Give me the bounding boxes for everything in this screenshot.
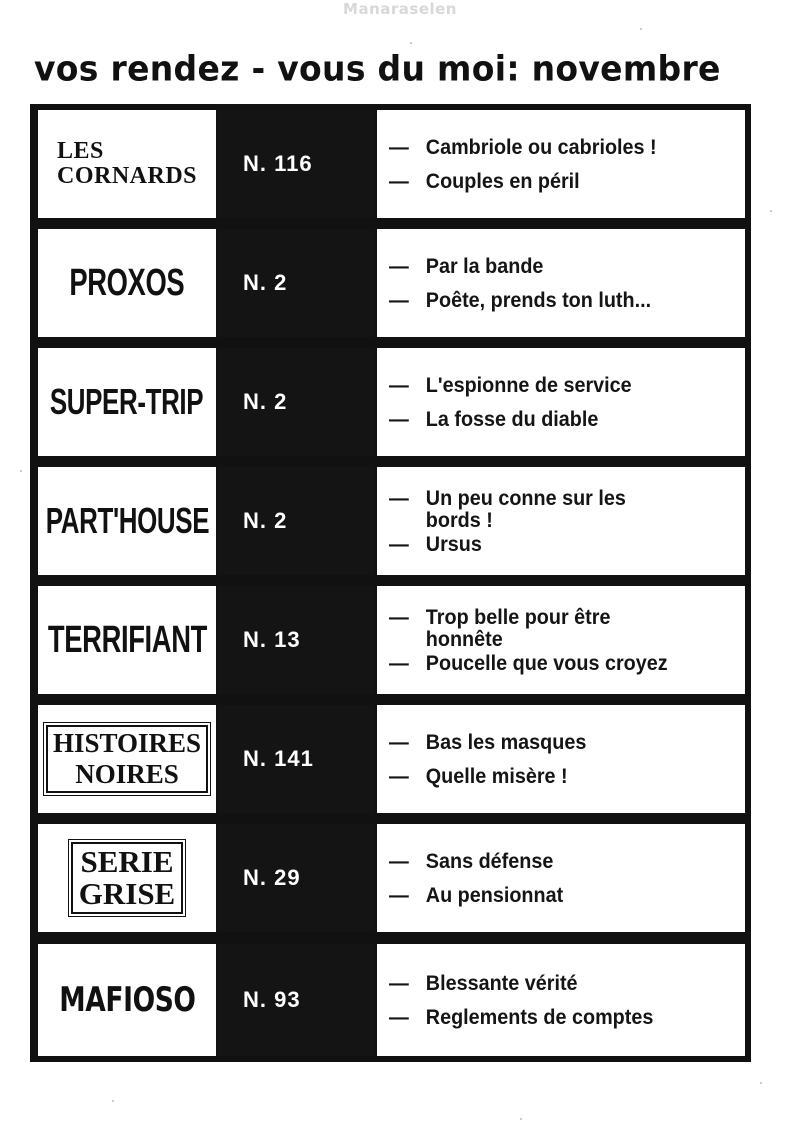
release-table — [30, 104, 751, 1062]
list-item: — Poucelle que vous croyez — [389, 651, 668, 675]
issue-number: N. 141 — [217, 705, 375, 813]
table-row — [30, 586, 751, 694]
series-logo-les-cornards: LES CORNARDS — [56, 138, 197, 189]
issue-number: N. 2 — [217, 348, 375, 456]
scan-speck — [112, 1100, 114, 1102]
list-item: — Sans défense — [389, 849, 554, 873]
list-item: — Un peu conne sur les bords ! — [389, 486, 626, 532]
series-title-cell — [38, 586, 216, 694]
scan-speck — [20, 470, 22, 472]
stories-cell — [377, 824, 745, 932]
list-item: — L'espionne de service — [389, 373, 632, 397]
stories-cell — [377, 705, 745, 813]
table-row — [30, 467, 751, 575]
list-item: — Cambriole ou cabrioles ! — [389, 135, 657, 159]
scan-speck — [410, 42, 412, 44]
table-row — [30, 110, 751, 218]
scan-speck — [760, 1082, 762, 1084]
scan-speck — [640, 28, 642, 30]
scan-speck — [520, 1118, 522, 1120]
table-row — [30, 944, 751, 1056]
list-item: — Par la bande — [389, 254, 544, 278]
series-logo-part-house: PART'HOUSE — [45, 500, 209, 541]
series-title-cell — [38, 348, 216, 456]
stories-cell — [377, 467, 745, 575]
list-item: — Poête, prends ton luth... — [389, 288, 652, 312]
series-title-cell — [38, 944, 216, 1056]
list-item: — Blessante vérité — [389, 971, 578, 995]
issue-number: N. 2 — [217, 467, 375, 575]
series-title-cell — [38, 824, 216, 932]
table-row — [30, 229, 751, 337]
list-item: — La fosse du diable — [389, 407, 599, 431]
series-logo-terrifiant: TERRIFIANT — [47, 618, 207, 661]
issue-number: N. 29 — [217, 824, 375, 932]
list-item: — Quelle misère ! — [389, 764, 568, 788]
stories-cell — [377, 110, 745, 218]
list-item: — Ursus — [389, 532, 482, 556]
series-logo-serie-grise: SERIE GRISE — [71, 842, 183, 914]
series-logo-mafioso: MAFIOSO — [58, 980, 196, 1020]
series-title-cell — [38, 705, 216, 813]
series-logo-histoires-noires: HISTOIRES NOIRES — [46, 725, 208, 793]
series-logo-super-trip: SUPER-TRIP — [50, 381, 204, 422]
series-title-cell — [38, 110, 216, 218]
table-row — [30, 705, 751, 813]
issue-number: N. 13 — [217, 586, 375, 694]
issue-number: N. 93 — [217, 944, 375, 1056]
page-title: vos rendez - vous du moi: novembre — [34, 48, 721, 89]
table-row — [30, 824, 751, 932]
series-title-cell — [38, 467, 216, 575]
issue-number: N. 116 — [217, 110, 375, 218]
issue-number: N. 2 — [217, 229, 375, 337]
list-item: — Bas les masques — [389, 730, 587, 754]
list-item: — Reglements de comptes — [389, 1005, 654, 1029]
stories-cell — [377, 586, 745, 694]
scan-speck — [770, 210, 772, 212]
watermark: Manaraselen — [343, 0, 457, 18]
stories-cell — [377, 229, 745, 337]
list-item: — Couples en péril — [389, 169, 580, 193]
series-title-cell — [38, 229, 216, 337]
stories-cell — [377, 348, 745, 456]
series-logo-proxos: PROXOS — [69, 261, 185, 304]
list-item: — Au pensionnat — [389, 883, 564, 907]
stories-cell — [377, 944, 745, 1056]
table-row — [30, 348, 751, 456]
list-item: — Trop belle pour être honnête — [389, 605, 611, 651]
